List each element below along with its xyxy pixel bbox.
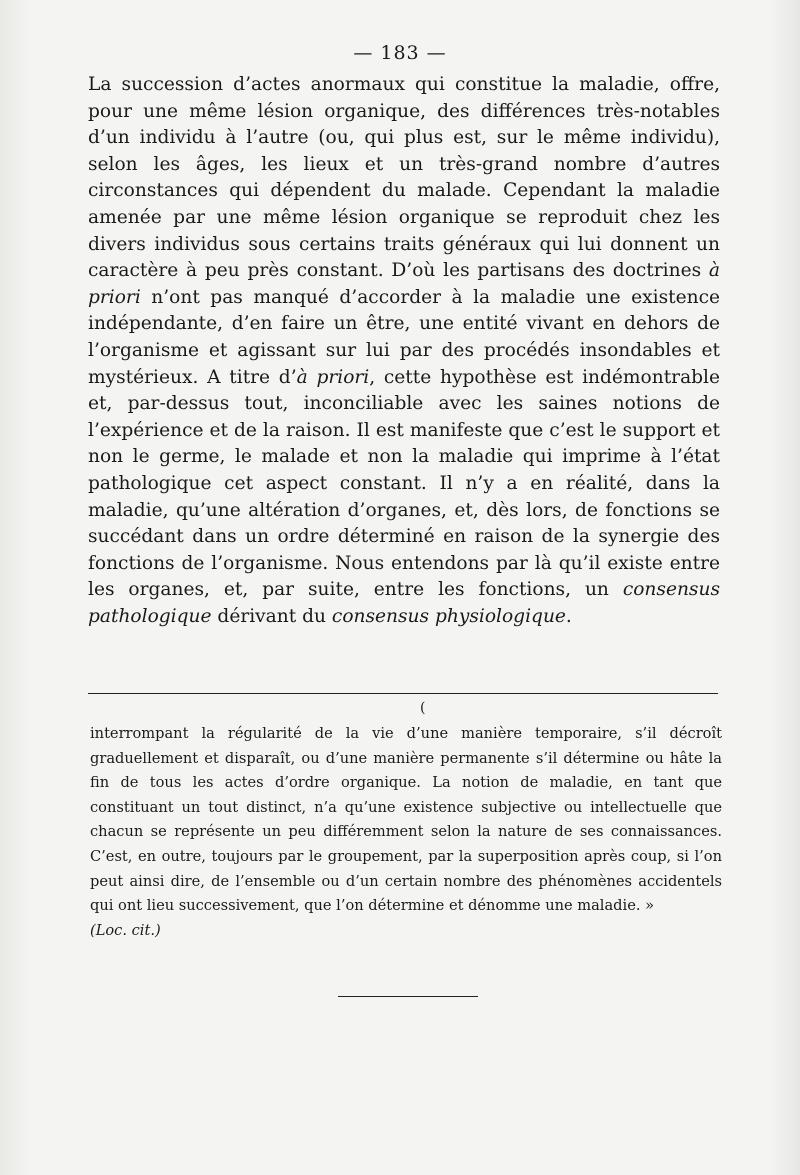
text-segment: La succession d’actes anormaux qui constitue la maladie, offre, pour une même lésion organique, des différences très-notables d’un individu à l’autre (ou, qui plus est, sur le même individu), selon les âges, les lieux et un très-grand nombre d’autres circonstances qui dépendent du malade. Cependant la maladie amenée par une même lésion organique se reproduit chez les divers individus sous certains traits généraux qui lui donnent un caractère à peu près constant. D’où les partisans des doctrines — [88, 74, 720, 282]
footnote-mark: ( — [420, 700, 426, 716]
footnote-body — [90, 722, 722, 943]
footnote-citation: (Loc. cit.) — [90, 921, 161, 939]
footnote-divider — [88, 693, 718, 694]
text-segment: . — [565, 605, 572, 627]
italic-term: à priori — [296, 366, 370, 388]
end-divider — [338, 996, 478, 997]
page-number: — 183 — — [353, 42, 447, 64]
text-segment: , cette hypothèse est indémontrable et, par-dessus tout, inconciliable avec les saines notions de l’expérience et de la raison. Il est manifeste que c’est le support et non le germe, le malade et non la maladie qui imprime à l’état pathologique cet aspect constant. Il n’y a en réalité, dans la maladie, qu’une altération d’organes, et, dès lors, de fonctions se succédant dans un ordre déterminé en raison de la synergie des fonctions de l’organisme. Nous entendons par là qu’il existe entre les organes, et, par suite, entre les fonctions, un — [88, 366, 721, 601]
paragraph-body — [88, 72, 720, 630]
text-segment: n’ont pas manqué d’accorder à la maladie une existence indépendante, d’en faire un être, une entité vivant en dehors de l’organisme et agissant sur lui par des procédés insondables et mystérieux. A titre d’ — [88, 286, 720, 388]
main-paragraph — [88, 72, 720, 630]
footnote — [90, 722, 722, 943]
footnote-text: interrompant la régularité de la vie d’une manière temporaire, s’il décroît graduellement et disparaît, ou d’une manière permanente s’il détermine ou hâte la fin de tous les actes d’ordre organique. La notion de maladie, en tant que constituant un tout distinct, n’a qu’une existence subjective ou intellectuelle que chacun se représente un peu différemment selon la nature de ses connaissances. C’est, en outre, toujours par le groupement, par la superposition après coup, si l’on peut ainsi dire, de l’ensemble ou d’un certain nombre des phénomènes accidentels qui ont lieu successivement, que l’on détermine et dénomme une maladie. » — [90, 725, 722, 915]
italic-term: à priori — [88, 260, 720, 308]
italic-term: consensus physiologique — [331, 605, 566, 627]
italic-term: consensus pathologique — [88, 579, 720, 627]
text-segment: dérivant du — [211, 605, 332, 627]
